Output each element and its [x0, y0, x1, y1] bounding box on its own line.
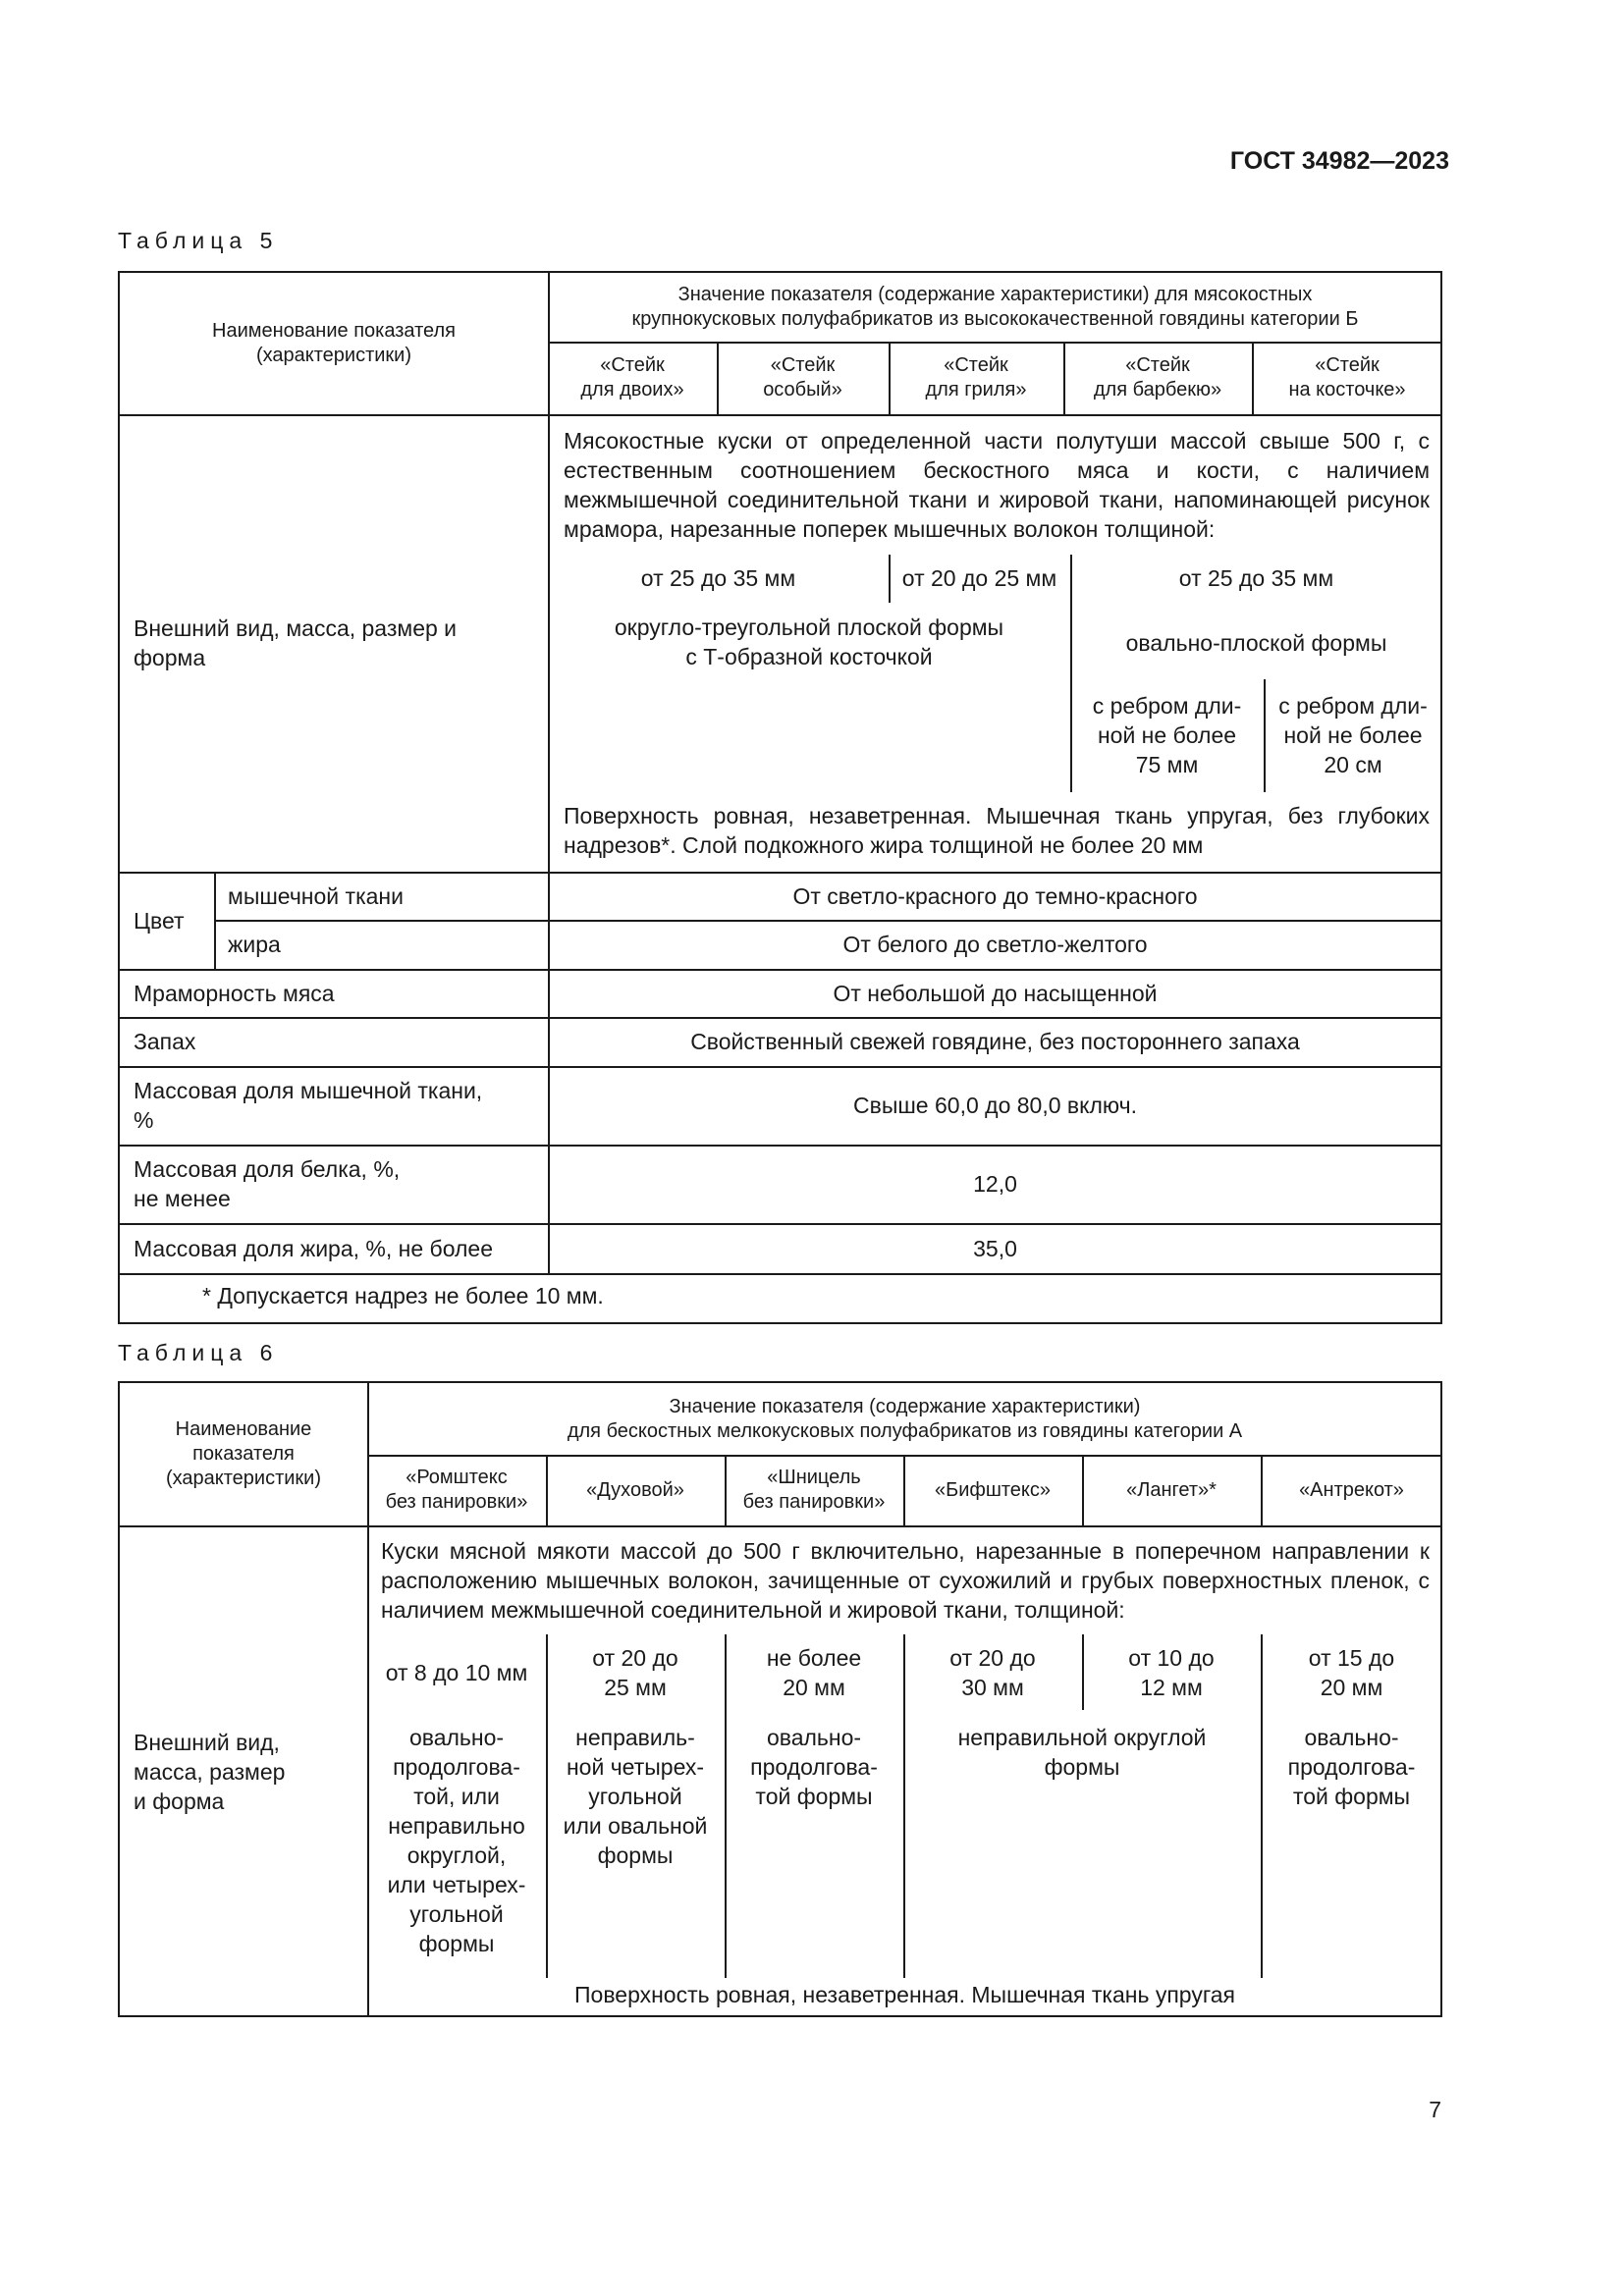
table-6 — [118, 1381, 1442, 2017]
thickness-bifshteks: от 20 до 30 мм — [949, 1645, 1036, 1700]
shape-schnitzel: овально- продолгова- той формы — [750, 1725, 878, 1809]
column-header-steak-grill: «Стейк для гриля» — [925, 354, 1027, 400]
column-header-antrekot: «Антрекот» — [1299, 1478, 1404, 1501]
table-footnote: * Допускается надрез не более 10 мм. — [202, 1283, 604, 1308]
row-value-marbling: От небольшой до насыщенной — [833, 980, 1158, 1006]
row-value-muscle-fraction: Свыше 60,0 до 80,0 включ. — [853, 1093, 1137, 1118]
appearance-description: Куски мясной мякоти массой до 500 г включительно, нарезанные в поперечном направлении к расположению мышечных волокон, зачищенные от сухожилий и грубых поверхностных пленок, с наличием межмышечной соединительной и жировой ткани, толщиной: — [381, 1538, 1430, 1623]
shape-t-bone: округло-треугольной плоской формы с Т-образной косточкой — [614, 614, 1004, 669]
shape-romshteks: овально- продолгова- той, или неправильно округлой, или четырех- угольной формы — [387, 1725, 526, 1956]
row-name-color: Цвет — [134, 907, 185, 934]
column-header-dukhovoy: «Духовой» — [586, 1478, 684, 1501]
grid-line — [120, 1273, 1442, 1275]
surface-description: Поверхность ровная, незаветренная. Мышечная ткань упругая, без глубоких надрезов*. Слой подкожного жира толщиной не более 20 мм — [564, 803, 1430, 858]
thickness-dukhovoy: от 20 до 25 мм — [592, 1645, 678, 1700]
value-column-header: Значение показателя (содержание характеристики) для бескостных мелкокусковых полуфабрикатов из говядины категории А — [567, 1395, 1243, 1442]
thickness-schnitzel: не более 20 мм — [766, 1645, 862, 1700]
color-muscle-value: От светло-красного до темно-красного — [792, 882, 1198, 909]
table-5 — [118, 271, 1442, 1324]
shape-bifshteks-langet: неправильной округлой формы — [957, 1725, 1207, 1780]
shape-dukhovoy: неправиль- ной четырех- угольной или овальной формы — [563, 1725, 708, 1868]
row-name-fat-fraction: Массовая доля жира, %, не более — [134, 1235, 494, 1261]
table-5-caption: Таблица 5 — [118, 228, 279, 253]
row-name-muscle-fraction: Массовая доля мышечной ткани, % — [134, 1078, 483, 1133]
row-value-smell: Свойственный свежей говядине, без постороннего запаха — [690, 1029, 1300, 1054]
name-column-header: Наименование показателя (характеристики) — [165, 1418, 322, 1489]
column-header-steak-barbecue: «Стейк для барбекю» — [1093, 354, 1222, 400]
column-header-bifshteks: «Бифштекс» — [934, 1478, 1052, 1501]
color-muscle-label: мышечной ткани — [228, 882, 404, 909]
rib-length-20: с ребром дли- ной не более 20 см — [1278, 693, 1428, 777]
page-number: 7 — [1429, 2097, 1441, 2122]
table-6-caption: Таблица 6 — [118, 1340, 279, 1365]
column-header-steak-for-two: «Стейк для двоих» — [580, 354, 684, 400]
row-name-appearance: Внешний вид, масса, размер и форма — [134, 1729, 286, 1814]
document-standard-number: ГОСТ 34982—2023 — [1229, 147, 1449, 175]
color-fat-value: От белого до светло-желтого — [842, 932, 1148, 957]
thickness-25-35-right: от 25 до 35 мм — [1178, 565, 1334, 591]
thickness-romshteks: от 8 до 10 мм — [385, 1660, 528, 1685]
shape-antrekot: овально- продолгова- той формы — [1287, 1725, 1416, 1809]
column-header-langet: «Лангет»* — [1126, 1478, 1217, 1501]
rib-length-75: с ребром дли- ной не более 75 мм — [1092, 693, 1242, 777]
appearance-description: Мясокостные куски от определенной части полутуши массой свыше 500 г, с естественным соотношением бескостного мяса и кости, с наличием межмышечной соединительной ткани и жировой ткани, напоминающей рисунок мрамора, нарезанные поперек мышечных волокон толщиной: — [564, 428, 1430, 542]
thickness-25-35-left: от 25 до 35 мм — [640, 565, 796, 591]
column-header-romshteks: «Ромштекс без панировки» — [385, 1467, 528, 1513]
thickness-langet: от 10 до 12 мм — [1128, 1645, 1215, 1700]
column-header-steak-bone: «Стейк на косточке» — [1288, 354, 1406, 400]
row-name-protein-fraction: Массовая доля белка, %, не менее — [134, 1156, 401, 1211]
shape-oval-flat: овально-плоской формы — [1125, 630, 1387, 656]
row-value-fat-fraction: 35,0 — [973, 1235, 1017, 1261]
name-column-header: Наименование показателя (характеристики) — [212, 320, 456, 366]
column-header-schnitzel: «Шницель без панировки» — [742, 1467, 886, 1513]
row-name-smell: Запах — [134, 1029, 196, 1054]
row-name-marbling: Мраморность мяса — [134, 980, 335, 1006]
surface-description: Поверхность ровная, незаветренная. Мышечная ткань упругая — [574, 1982, 1235, 2007]
row-value-protein-fraction: 12,0 — [973, 1171, 1017, 1197]
row-name-appearance: Внешний вид, масса, размер и форма — [134, 615, 458, 670]
thickness-20-25: от 20 до 25 мм — [901, 565, 1057, 591]
color-fat-label: жира — [228, 932, 281, 957]
column-header-steak-special: «Стейк особый» — [763, 354, 842, 400]
value-column-header: Значение показателя (содержание характеристики) для мясокостных крупнокусковых полуфабрикатов из высококачественной говядины категории Б — [631, 284, 1359, 330]
thickness-antrekot: от 15 до 20 мм — [1308, 1645, 1395, 1700]
